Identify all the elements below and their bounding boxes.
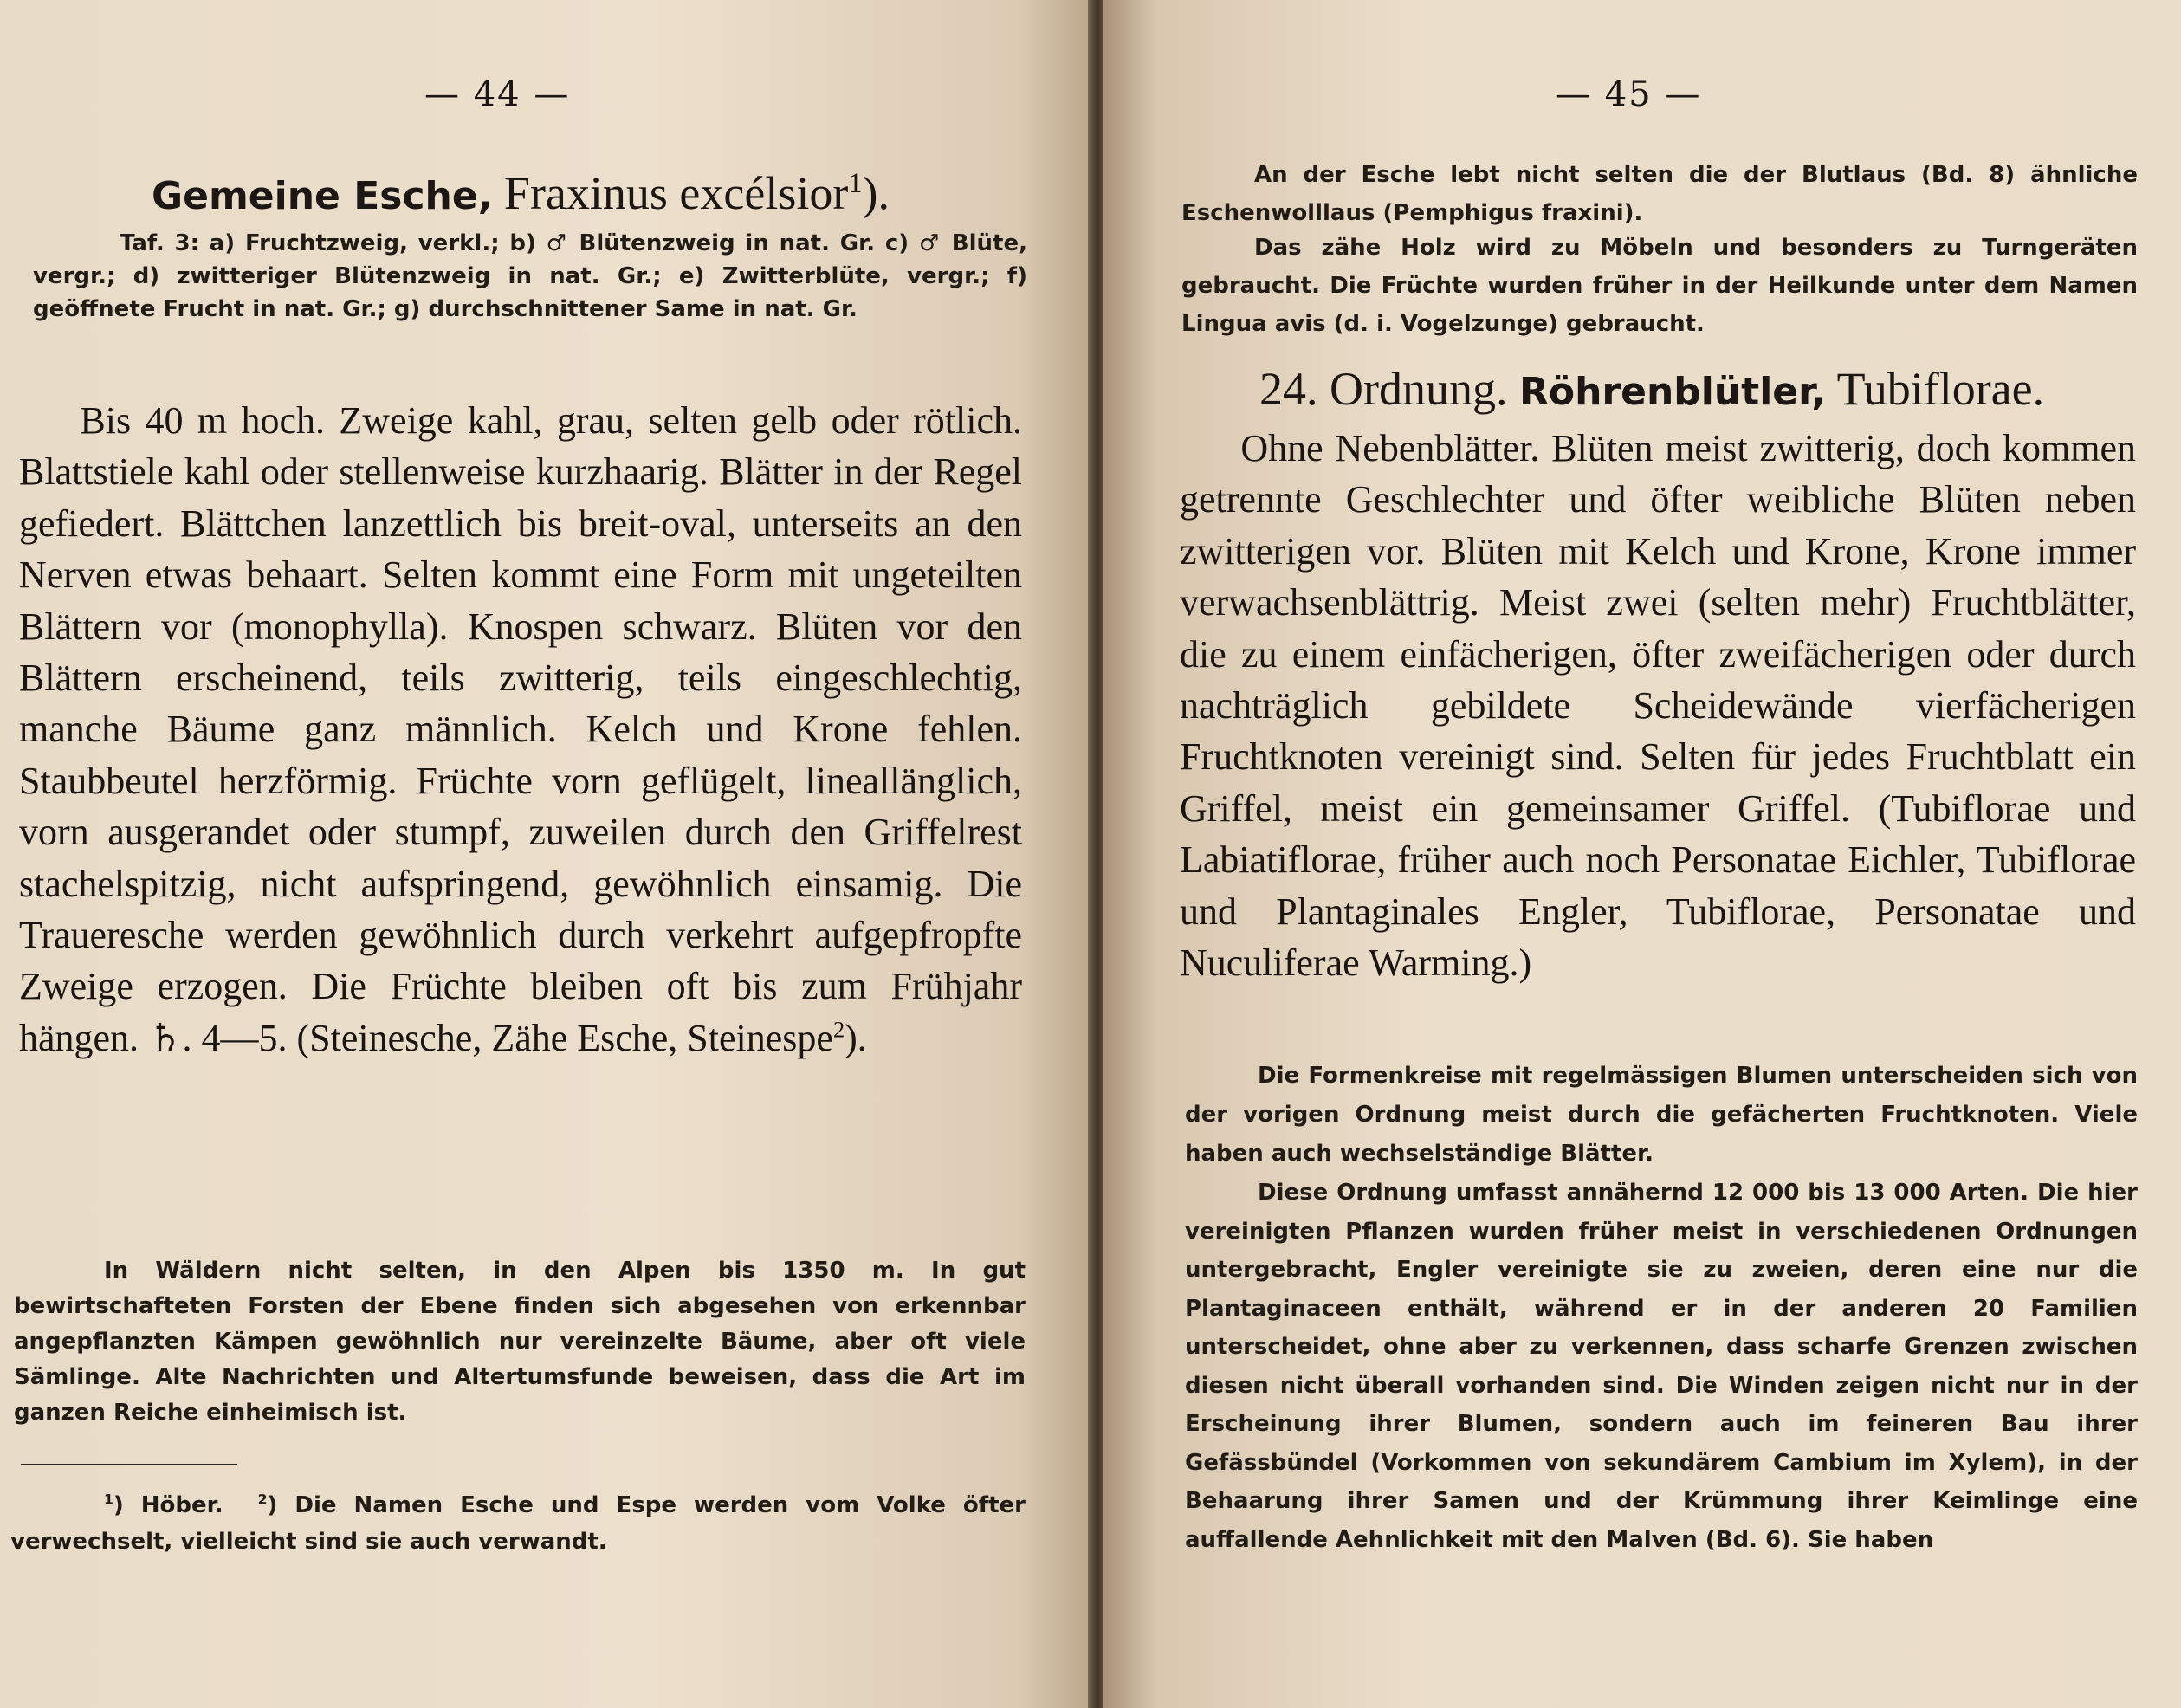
- footnote-2-mark: 2: [257, 1491, 268, 1508]
- page-number-right: — 45 —: [1556, 74, 1702, 114]
- description-footnote-mark: 2: [832, 1016, 845, 1043]
- species-heading: [152, 166, 890, 220]
- order-name: Röhrenblütler,: [1518, 370, 1827, 414]
- page-number-left: — 44 —: [424, 74, 571, 114]
- footnote-1-text: ) Höber.: [113, 1492, 223, 1518]
- order-number: 24. Ordnung.: [1259, 363, 1508, 415]
- species-description: [19, 395, 1022, 1064]
- footnote-1-mark: 1: [104, 1491, 113, 1508]
- arten-paragraph: Diese Ordnung umfasst annähernd 12 000 bis 13 000 Arten. Die hier vereinigten Pflanzen wurden früher meist in verschiedenen Ordnungen untergebracht, Engler vereinigte sie zu zweien, deren eine nur die Plantaginaceen enthält, während er in der anderen 20 Familien unterscheidet, ohne aber zu verkennen, dass scharfe Grenzen zwischen diesen nicht überall vorhanden sind. Die Winden zeigen nicht nur in der Erscheinung ihrer Blumen, sondern auch im feineren Bau ihrer Gefässbündel (Vorkommen von sekundärem Cambium im Xylem), in der Behaarung ihrer Samen und der Krümmung ihrer Keimlinge eine auffallende Aehnlichkeit mit den Malven (Bd. 6). Sie haben: [1185, 1180, 2138, 1553]
- footnotes: [10, 1487, 1026, 1560]
- heading-close: ).: [862, 167, 890, 219]
- distribution-note: In Wäldern nicht selten, in den Alpen bis 1350 m. In gut bewirtschafteten Forsten der Ebene finden sich abgesehen von erkennbar angepflanzten Kämpen gewöhnlich nur vereinzelte Bäume, aber oft viele Sämlinge. Alte Nachrichten und Altertumsfunde beweisen, dass die Art im ganzen Reiche einheimisch ist.: [14, 1258, 1026, 1426]
- plate-caption: [33, 227, 1027, 326]
- species-latin-name: Fraxinus excélsior: [503, 167, 849, 219]
- footnote-rule: [21, 1464, 237, 1465]
- description-close: ).: [845, 1016, 867, 1059]
- formenkreise-paragraph: Die Formenkreise mit regelmässigen Blumen unterscheiden sich von der vorigen Ordnung meist durch die gefächerten Fruchtknoten. Viele haben auch wechselständige Blätter.: [1185, 1063, 2138, 1167]
- heading-footnote-mark: 1: [848, 168, 863, 199]
- species-description-text: Bis 40 m hoch. Zweige kahl, grau, selten gelb oder rötlich. Blattstiele kahl oder stellenweise kurzhaarig. Blätter in der Regel gefiedert. Blättchen lanzettlich bis breit-oval, unterseits an den Nerven etwas behaart. Selten kommt eine Form mit ungeteilten Blättern vor (monophylla). Knospen schwarz. Blüten vor den Blättern erscheinend, teils zwitterig, teils eingeschlechtig, manche Bäume ganz männlich. Kelch und Krone fehlen. Staubbeutel herzförmig. Früchte vorn geflügelt, lineallänglich, vorn ausgerandet oder stumpf, zuweilen durch den Griffelrest stachelspitzig, nicht aufspringend, gewöhnlich einsamig. Die Traueresche werden gewöhnlich durch verkehrt aufgepfropfte Zweige erzogen. Die Früchte bleiben oft bis zum Frühjahr hängen. ♄. 4—5. (Steinesche, Zähe Esche, Steinespe: [19, 399, 1022, 1059]
- footnote-2-text: ) Die Namen Esche und Espe werden vom Volke öfter verwechselt, vielleicht sind sie auch verwandt.: [10, 1492, 1026, 1555]
- plate-label: Taf. 3: [120, 230, 191, 256]
- right-page: [1103, 0, 2181, 1708]
- aphid-paragraph: An der Esche lebt nicht selten die der Blutlaus (Bd. 8) ähnliche Eschenwolllaus (Pemphigus fraxini).: [1181, 162, 2138, 226]
- order-heading: [1259, 362, 2044, 416]
- order-description: Ohne Nebenblätter. Blüten meist zwitterig, doch kommen getrennte Geschlechter und öfter weibliche Blüten neben zwitterigen vor. Blüten mit Kelch und Krone, Krone immer verwachsenblättrig. Meist zwei (selten mehr) Fruchtblätter, die zu einem einfächerigen, öfter zweifächerigen oder durch nachträglich gebildete Scheidewände vierfächerigen Fruchtknoten vereinigt sind. Selten für jedes Fruchtblatt ein Griffel, meist ein gemeinsamer Griffel. (Tubiflorae und Labiatiflorae, früher auch noch Personatae Eichler, Tubiflorae und Plantaginales Engler, Tubiflorae, Personatae und Nuculiferae Warming.): [1180, 427, 2136, 985]
- wood-paragraph: Das zähe Holz wird zu Möbeln und besonders zu Turngeräten gebraucht. Die Früchte wurden früher in der Heilkunde unter dem Namen Lingua avis (d. i. Vogelzunge) gebraucht.: [1181, 235, 2138, 337]
- order-latin-name: Tubiflorae.: [1836, 363, 2045, 415]
- species-common-name: Gemeine Esche,: [152, 174, 493, 218]
- plate-text: : a) Fruchtzweig, verkl.; b) ♂ Blütenzweig in nat. Gr. c) ♂ Blüte, vergr.; d) zwitteriger Blütenzweig in nat. Gr.; e) Zwitterblüte, vergr.; f) geöffnete Frucht in nat. Gr.; g) durchschnittener Same in nat. Gr.: [33, 230, 1027, 322]
